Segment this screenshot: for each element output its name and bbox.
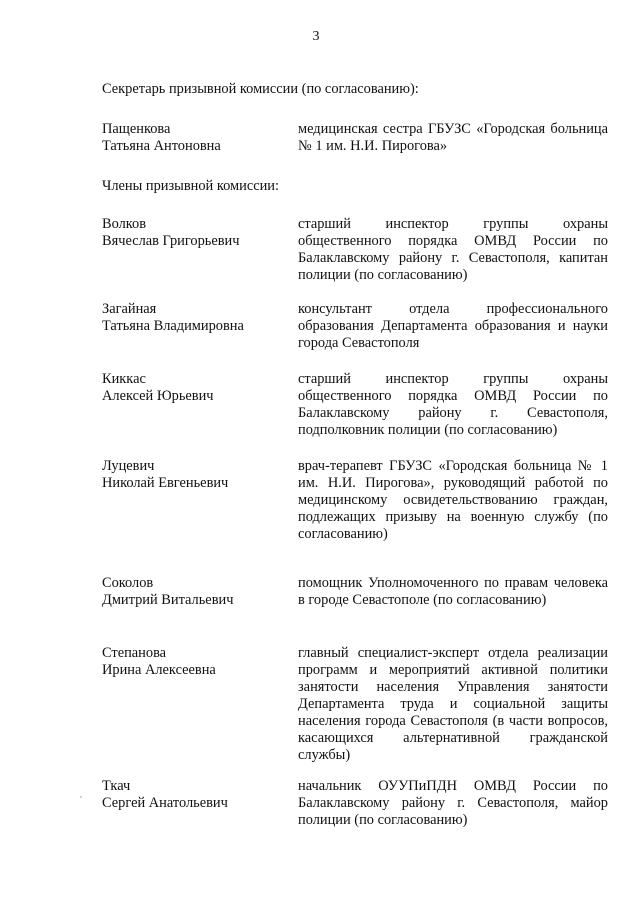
person-surname: Пащенкова: [102, 121, 171, 137]
person-role: старший инспектор группы охраны общественного порядка ОМВД России по Балаклавскому району г. Севастополя, подполковник полиции (по согласованию): [298, 371, 608, 438]
person-given-names: Николай Евгеньевич: [102, 475, 229, 491]
person-name: [102, 121, 292, 155]
members-heading: Члены призывной комиссии:: [102, 178, 279, 194]
person-given-names: Сергей Анатольевич: [102, 795, 228, 811]
person-given-names: Алексей Юрьевич: [102, 388, 214, 404]
person-given-names: Вячеслав Григорьевич: [102, 233, 240, 249]
person-surname: Киккас: [102, 371, 146, 387]
person-name: [102, 575, 292, 609]
person-role: консультант отдела профессионального образования Департамента образования и науки города Севастополя: [298, 301, 608, 351]
person-surname: Волков: [102, 216, 147, 232]
secretary-heading: Секретарь призывной комиссии (по согласованию):: [102, 81, 419, 97]
person-name: [102, 645, 292, 679]
scan-speck: [80, 796, 82, 798]
person-role: главный специалист-эксперт отдела реализации программ и мероприятий активной политики занятости населения Управления занятости Департамента труда и социальной защиты населения города Севастополя (в части вопросов, касающихся альтернативной гражданской службы): [298, 645, 608, 763]
person-surname: Соколов: [102, 575, 154, 591]
person-name: [102, 371, 292, 405]
person-name: [102, 778, 292, 812]
person-given-names: Дмитрий Витальевич: [102, 592, 234, 608]
person-role: врач-терапевт ГБУЗС «Городская больница № 1 им. Н.И. Пирогова», руководящий работой по медицинскому освидетельствованию граждан, подлежащих призыву на военную службу (по согласованию): [298, 458, 608, 542]
person-name: [102, 216, 292, 250]
person-given-names: Татьяна Антоновна: [102, 138, 221, 154]
person-name: [102, 301, 292, 335]
person-name: [102, 458, 292, 492]
person-surname: Луцевич: [102, 458, 155, 474]
person-role: старший инспектор группы охраны общественного порядка ОМВД России по Балаклавскому району г. Севастополя, капитан полиции (по согласованию): [298, 216, 608, 283]
person-surname: Загайная: [102, 301, 157, 317]
person-role: начальник ОУУПиПДН ОМВД России по Балаклавскому району г. Севастополя, майор полиции (по согласованию): [298, 778, 608, 828]
person-surname: Степанова: [102, 645, 167, 661]
person-given-names: Татьяна Владимировна: [102, 318, 244, 334]
person-given-names: Ирина Алексеевна: [102, 662, 216, 678]
person-role: помощник Уполномоченного по правам человека в городе Севастополе (по согласованию): [298, 575, 608, 608]
person-surname: Ткач: [102, 778, 131, 794]
person-role: медицинская сестра ГБУЗС «Городская больница № 1 им. Н.И. Пирогова»: [298, 121, 608, 154]
page-number: 3: [312, 29, 320, 44]
